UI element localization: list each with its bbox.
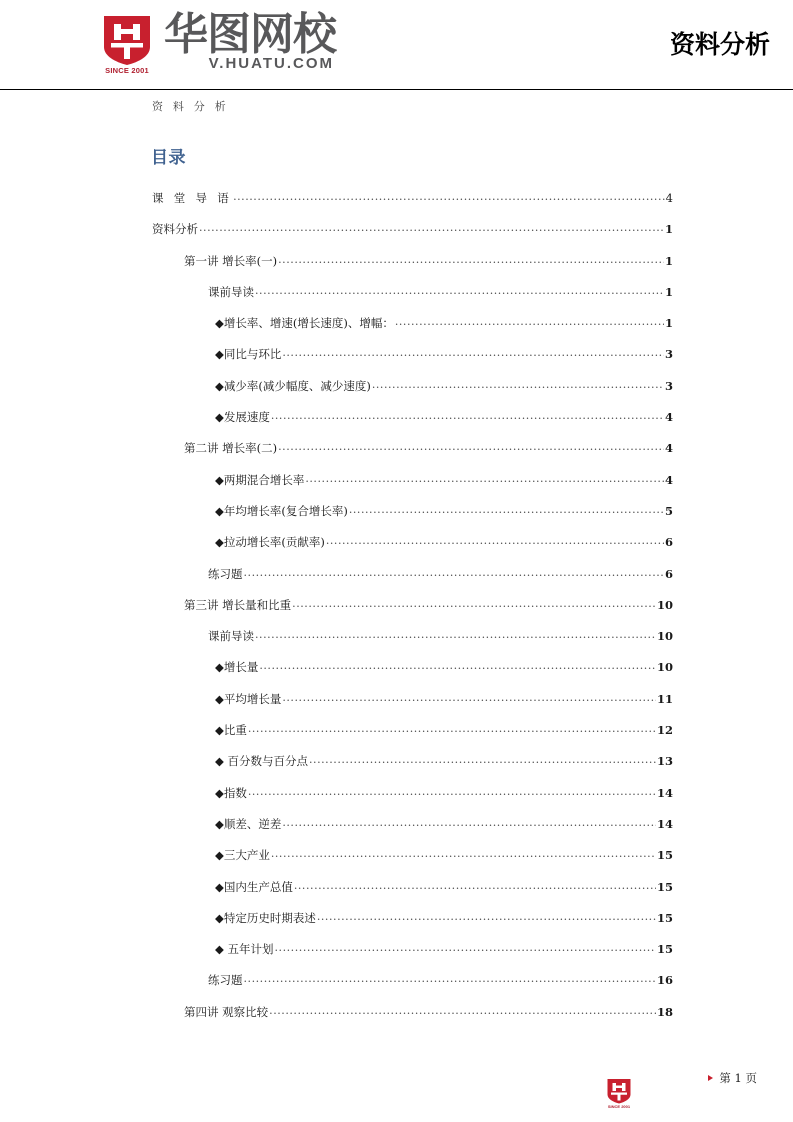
toc-entry-label: ◆减少率(减少幅度、减少速度) — [215, 378, 371, 393]
table-of-contents — [152, 190, 673, 1035]
toc-entry-label: ◆拉动增长率(贡献率) — [215, 535, 325, 550]
toc-entry-page: 6 — [664, 566, 673, 581]
toc-entry-page: 1 — [664, 284, 673, 299]
shield-icon — [101, 14, 153, 66]
toc-leader-dots — [317, 911, 656, 922]
toc-entry-page: 16 — [656, 973, 673, 988]
brand-wordmark — [164, 11, 336, 72]
shield-icon — [606, 1078, 632, 1104]
toc-entry[interactable] — [152, 972, 673, 1003]
document-subtitle: 资 料 分 析 — [152, 100, 229, 113]
toc-leader-dots — [248, 723, 656, 734]
toc-entry-label: 课前导读 — [208, 629, 254, 644]
brand-logo — [101, 9, 336, 76]
since-label: SINCE 2001 — [105, 66, 149, 75]
toc-leader-dots — [278, 441, 664, 452]
toc-leader-dots — [255, 629, 656, 640]
toc-entry-page: 1 — [664, 316, 673, 331]
toc-entry-label: 练习题 — [208, 973, 243, 988]
toc-entry-page: 14 — [656, 816, 673, 831]
toc-leader-dots — [255, 285, 664, 296]
toc-entry-label: ◆国内生产总值 — [215, 879, 293, 894]
toc-leader-dots — [271, 848, 656, 859]
toc-leader-dots — [395, 316, 664, 327]
toc-leader-dots — [372, 379, 664, 390]
toc-entry[interactable] — [152, 315, 673, 346]
page-footer — [0, 1052, 793, 1122]
toc-entry-page: 4 — [664, 441, 673, 456]
toc-entry-label: ◆年均增长率(复合增长率) — [215, 503, 348, 518]
toc-entry-label: ◆同比与环比 — [215, 347, 282, 362]
toc-entry[interactable] — [152, 691, 673, 722]
toc-entry-label: ◆增长率、增速(增长速度)、增幅： — [215, 316, 394, 331]
toc-entry[interactable] — [152, 628, 673, 659]
toc-entry-label: ◆特定历史时期表述 — [215, 910, 316, 925]
toc-leader-dots — [248, 786, 656, 797]
page-number-label: 第 1 页 — [719, 1071, 757, 1085]
toc-entry-page: 11 — [656, 691, 673, 706]
toc-leader-dots — [275, 942, 656, 953]
toc-entry-page: 6 — [664, 535, 673, 550]
toc-entry[interactable] — [152, 409, 673, 440]
toc-entry[interactable] — [152, 440, 673, 471]
toc-heading: 目录 — [151, 148, 186, 168]
toc-leader-dots — [282, 817, 656, 828]
toc-entry-page: 1 — [664, 222, 673, 237]
toc-entry-page: 15 — [656, 879, 673, 894]
toc-entry[interactable] — [152, 284, 673, 315]
page-number — [708, 1070, 757, 1086]
brand-name-cn: 华图网校 — [164, 9, 336, 60]
toc-entry-page: 18 — [656, 1004, 673, 1019]
toc-entry-label: 课前导读 — [208, 284, 254, 299]
toc-leader-dots — [244, 973, 656, 984]
toc-entry[interactable] — [152, 785, 673, 816]
toc-leader-dots — [292, 598, 656, 609]
page-header — [0, 0, 793, 90]
toc-entry-label: ◆两期混合增长率 — [215, 472, 305, 487]
toc-entry[interactable] — [152, 221, 673, 252]
toc-entry-page: 5 — [664, 503, 673, 518]
toc-entry[interactable] — [152, 566, 673, 597]
toc-entry[interactable] — [152, 753, 673, 784]
toc-entry-label: ◆顺差、逆差 — [215, 816, 282, 831]
toc-entry[interactable] — [152, 879, 673, 910]
header-divider — [0, 89, 793, 90]
brand-url: V.HUATU.COM — [208, 55, 334, 72]
since-label: SINCE 2001 — [607, 1104, 631, 1109]
toc-entry-page: 10 — [656, 597, 673, 612]
toc-entry-page: 10 — [656, 629, 673, 644]
toc-entry-page: 1 — [664, 253, 673, 268]
triangle-right-icon — [708, 1075, 713, 1081]
toc-entry-label: ◆发展速度 — [215, 410, 270, 425]
toc-entry-page: 10 — [656, 660, 673, 675]
toc-leader-dots — [278, 254, 664, 265]
toc-leader-dots — [282, 347, 664, 358]
toc-entry-page: 3 — [664, 378, 673, 393]
toc-entry-page: 15 — [656, 942, 673, 957]
toc-entry[interactable] — [152, 941, 673, 972]
header-title: 资料分析 — [669, 30, 770, 59]
toc-entry-label: 第四讲 观察比较 — [184, 1004, 269, 1019]
toc-entry-label: 第二讲 增长率(二) — [184, 441, 278, 456]
toc-entry[interactable] — [152, 378, 673, 409]
toc-entry-label: ◆平均增长量 — [215, 691, 282, 706]
toc-entry-page: 15 — [656, 910, 673, 925]
toc-entry[interactable] — [152, 190, 673, 221]
toc-leader-dots — [233, 191, 665, 202]
toc-entry-label: 课 堂 导 语 — [152, 191, 233, 205]
toc-entry-label: 练习题 — [208, 566, 243, 581]
toc-entry[interactable] — [152, 253, 673, 284]
toc-leader-dots — [244, 567, 664, 578]
huatu-shield-logo — [101, 14, 153, 76]
toc-entry[interactable] — [152, 659, 673, 690]
toc-leader-dots — [282, 692, 656, 703]
toc-entry-label: ◆比重 — [215, 723, 247, 738]
toc-entry[interactable] — [152, 597, 673, 628]
toc-entry-page: 15 — [656, 848, 673, 863]
toc-entry[interactable] — [152, 534, 673, 565]
toc-entry-label: ◆三大产业 — [215, 848, 270, 863]
toc-entry-page: 3 — [664, 347, 673, 362]
toc-entry-page: 13 — [656, 754, 673, 769]
toc-entry[interactable] — [152, 816, 673, 847]
toc-entry[interactable] — [152, 722, 673, 753]
toc-entry-page: 4 — [664, 472, 673, 487]
toc-entry[interactable] — [152, 847, 673, 878]
toc-entry-label: ◆增长量 — [215, 660, 259, 675]
toc-leader-dots — [199, 222, 664, 233]
toc-entry-label: 资料分析 — [152, 222, 198, 237]
toc-leader-dots — [271, 410, 664, 421]
toc-entry-page: 12 — [656, 723, 673, 738]
toc-leader-dots — [309, 754, 656, 765]
toc-entry-label: ◆ 百分数与百分点 — [215, 754, 308, 769]
toc-leader-dots — [294, 880, 656, 891]
toc-leader-dots — [269, 1005, 656, 1016]
toc-leader-dots — [305, 473, 664, 484]
toc-entry[interactable] — [152, 346, 673, 377]
toc-entry-page: 4 — [664, 410, 673, 425]
toc-entry-page: 14 — [656, 785, 673, 800]
toc-entry[interactable] — [152, 910, 673, 941]
toc-entry-label: ◆ 五年计划 — [215, 942, 274, 957]
toc-entry-label: ◆指数 — [215, 785, 247, 800]
toc-entry[interactable] — [152, 472, 673, 503]
toc-entry-page: 4 — [665, 191, 673, 205]
toc-leader-dots — [326, 535, 664, 546]
toc-entry[interactable] — [152, 503, 673, 534]
toc-entry[interactable] — [152, 1004, 673, 1035]
toc-entry-label: 第一讲 增长率(一) — [184, 253, 278, 268]
toc-leader-dots — [259, 660, 656, 671]
toc-leader-dots — [349, 504, 664, 515]
footer-shield-logo — [606, 1078, 632, 1110]
toc-entry-label: 第三讲 增长量和比重 — [184, 597, 292, 612]
